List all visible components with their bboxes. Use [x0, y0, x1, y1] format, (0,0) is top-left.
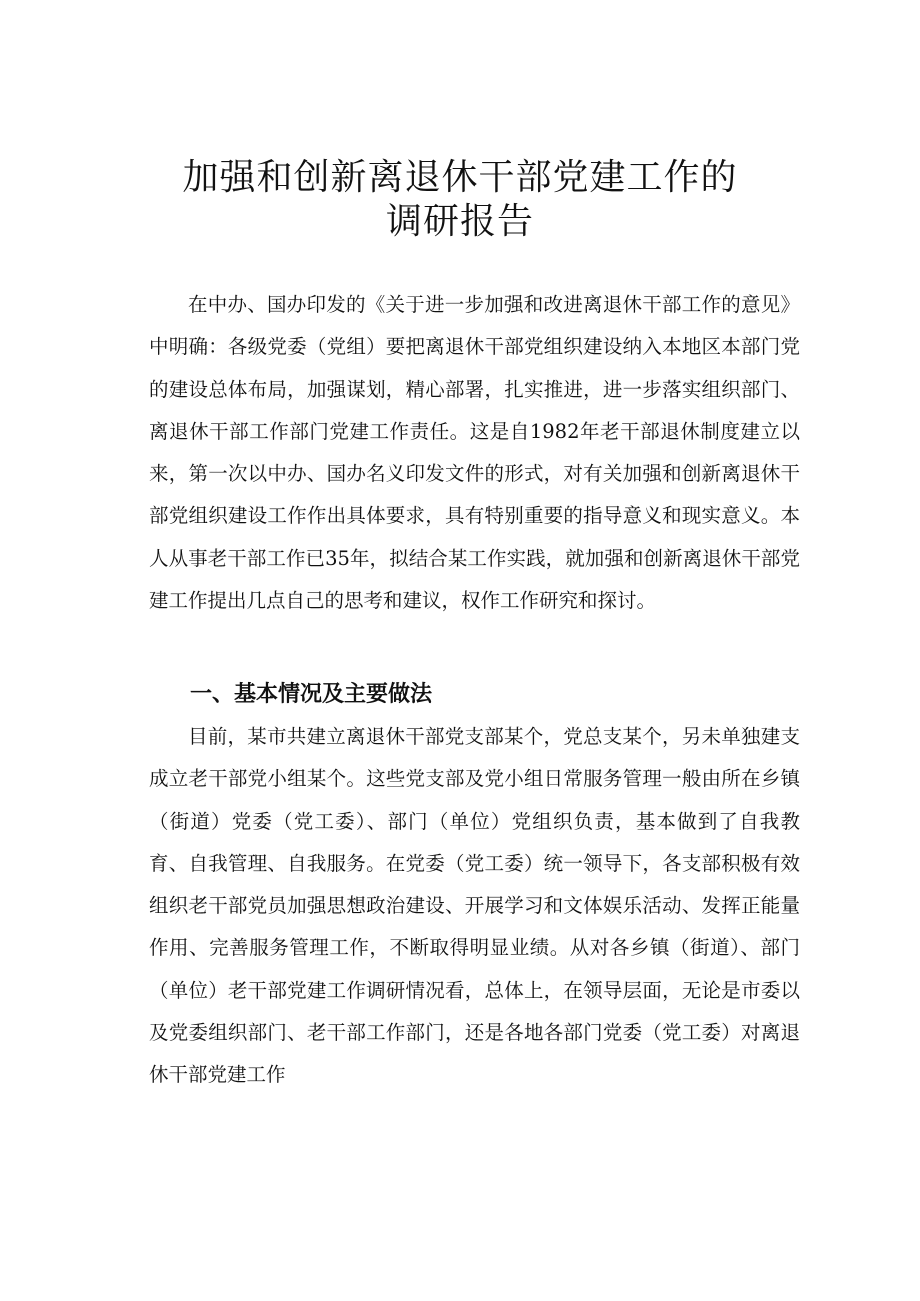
intro-paragraph: 在中办、国办印发的《关于进一步加强和改进离退休干部工作的意见》中明确：各级党委（党组）要把离退休干部党组织建设纳入本地区本部门党的建设总体布局，加强谋划，精心部署，扎实推进，进一步落实组织部门、离退休干部工作部门党建工作责任。这是自1982年老干部退休制度建立以来，第一次以中办、国办名义印发文件的形式，对有关加强和创新离退休干部党组织建设工作作出具体要求，具有特别重要的指导意义和现实意义。本人从事老干部工作已35年，拟结合某工作实践，就加强和创新离退休干部党建工作提出几点自己的思考和建议，权作工作研究和探讨。	[149, 293, 800, 613]
section1-paragraph: 目前，某市共建立离退休干部党支部某个，党总支某个，另未单独建支成立老干部党小组某个。这些党支部及党小组日常服务管理一般由所在乡镇（街道）党委（党工委）、部门（单位）党组织负责，基本做到了自我教育、自我管理、自我服务。在党委（党工委）统一领导下，各支部积极有效组织老干部党员加强思想政治建设、开展学习和文体娱乐活动、发挥正能量作用、完善服务管理工作，不断取得明显业绩。从对各乡镇（街道）、部门（单位）老干部党建工作调研情况看，总体上，在领导层面，无论是市委以及党委组织部门、老干部工作部门，还是各地各部门党委（党工委）对离退休干部党建工作	[149, 725, 800, 1087]
section-heading-1: 一、基本情况及主要做法	[190, 682, 433, 707]
document-title-line2: 调研报告	[385, 201, 534, 242]
document-title-line1: 加强和创新离退休干部党建工作的	[182, 157, 738, 198]
